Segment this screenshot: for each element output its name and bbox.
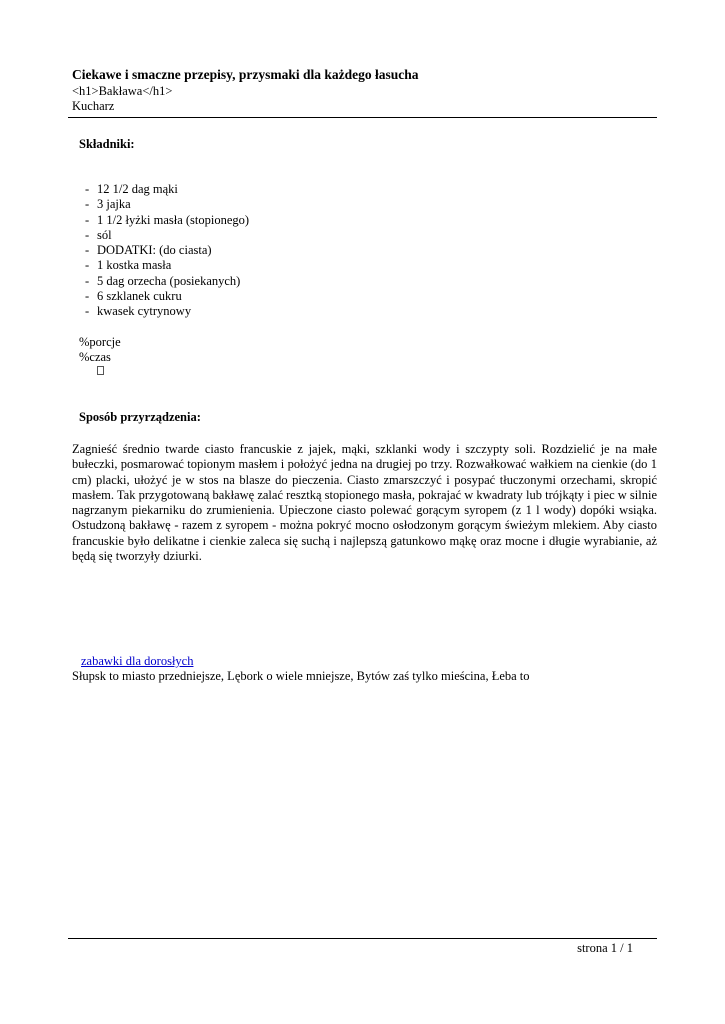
list-dash: -	[85, 197, 90, 212]
list-dash: -	[85, 289, 90, 304]
list-item	[85, 258, 249, 273]
list-item	[85, 289, 249, 304]
list-dash: -	[85, 304, 90, 319]
page-number: strona 1 / 1	[577, 941, 633, 955]
list-dash: -	[85, 273, 90, 288]
site-title: Ciekawe i smaczne przepisy, przysmaki dla każdego łasucha	[72, 67, 419, 82]
list-dash: -	[85, 227, 90, 242]
portions-placeholder: %porcje	[79, 335, 121, 349]
ingredient-text: 5 dag orzecha (posiekanych)	[97, 273, 241, 288]
footer-rule	[68, 938, 657, 939]
list-item	[85, 197, 249, 212]
ingredients-list	[85, 182, 249, 320]
ingredients-heading: Składniki:	[79, 137, 135, 151]
list-item	[85, 304, 249, 319]
ingredient-text: 6 szklanek cukru	[97, 289, 182, 304]
ingredient-text: DODATKI: (do ciasta)	[97, 243, 212, 258]
footer-tagline: Słupsk to miasto przedniejsze, Lębork o wiele mniejsze, Bytów zaś tylko mieścina, Łeba to	[72, 669, 530, 683]
ingredient-text: 1 1/2 łyżki masła (stopionego)	[97, 212, 250, 227]
list-item	[85, 182, 249, 197]
recipe-title-line: <h1>Bakława</h1>	[72, 84, 173, 98]
ingredient-text: 1 kostka masła	[97, 258, 172, 273]
list-dash: -	[85, 243, 90, 258]
preparation-heading: Sposób przyrządzenia:	[79, 410, 201, 424]
time-placeholder: %czas	[79, 350, 111, 364]
list-dash: -	[85, 212, 90, 227]
missing-glyph-icon	[97, 366, 104, 375]
list-dash: -	[85, 258, 90, 273]
ingredient-text: kwasek cytrynowy	[97, 304, 192, 319]
header-rule	[68, 117, 657, 118]
list-item	[85, 228, 249, 243]
list-item	[85, 243, 249, 258]
preparation-text: Zagnieść średnio twarde ciasto francuskie z jajek, mąki, szklanki wody i szczypty soli. Rozdzielić je na małe bułeczki, posmarować topionym masłem i położyć jedna na drugiej po trzy. Rozwałkować wałkiem na cienkie (do 1 cm) placki, ułożyć je w stos na blasze do pieczenia. Ciasto zmarszczyć i posypać tłuczonymi orzechami, skropić masłem. Tak przygotowaną bakławę zalać resztką stopionego masła, pokrajać w kwadraty lub trójkąty i piec w silnie nagrzanym piekarniku do zrumienienia. Upieczone ciasto polewać gorącym syropem (z 1 l wody) dopóki wsiąka. Ostudzoną bakławę - razem z syropem - można pokryć mocno osłodzonym gorącym świeżym mlekiem. Aby ciasto francuskie było delikatne i cienkie zaleca się suchą i najlepszą gatunkowo mąkę oraz mocne i długie wyrabianie, aż będą się tworzyły dziurki.	[72, 442, 657, 564]
ad-link[interactable]: zabawki dla dorosłych	[81, 654, 194, 668]
list-item	[85, 274, 249, 289]
list-dash: -	[85, 182, 90, 196]
ingredient-text: sól	[97, 227, 112, 242]
ingredient-text: 12 1/2 dag mąki	[97, 182, 178, 196]
list-item	[85, 213, 249, 228]
author-name: Kucharz	[72, 99, 115, 113]
ingredient-text: 3 jajka	[97, 197, 131, 212]
